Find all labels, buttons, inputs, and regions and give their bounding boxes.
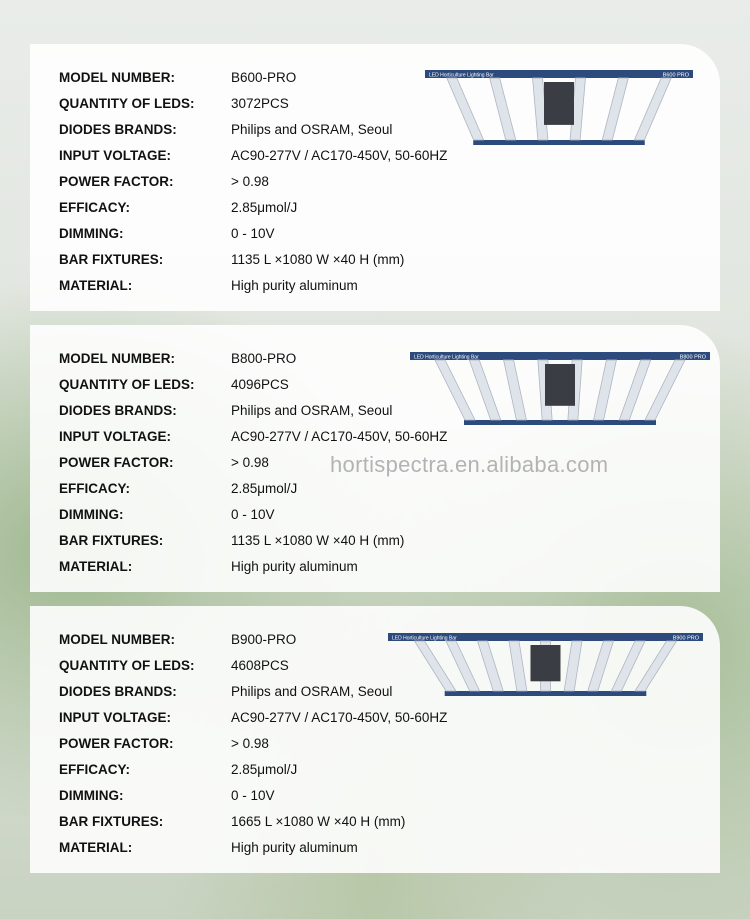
driver-box xyxy=(545,364,575,406)
spec-value: > 0.98 xyxy=(231,736,269,751)
spec-value: 4096PCS xyxy=(231,377,289,392)
bottom-frame xyxy=(464,420,656,425)
led-bar xyxy=(602,78,628,140)
led-bar xyxy=(634,78,671,140)
spec-value: 2.85μmol/J xyxy=(231,762,298,777)
led-bar xyxy=(619,360,650,420)
model-badge: B600 PRO xyxy=(662,72,689,79)
bar-label: LED Horticulture Lighting Bar xyxy=(429,72,494,79)
driver-box xyxy=(544,82,574,125)
spec-label: MATERIAL: xyxy=(59,840,133,855)
spec-label: DIODES BRANDS: xyxy=(59,403,177,418)
spec-label: BAR FIXTURES: xyxy=(59,814,164,829)
model-badge: B900 PRO xyxy=(672,635,699,642)
bar-label: LED Horticulture Lighting Bar xyxy=(392,635,457,642)
spec-label: DIMMING: xyxy=(59,507,124,522)
spec-label: INPUT VOLTAGE: xyxy=(59,710,171,725)
driver-box xyxy=(531,645,561,681)
led-bar xyxy=(588,641,614,691)
spec-label: INPUT VOLTAGE: xyxy=(59,148,171,163)
grow-light-image xyxy=(388,631,703,697)
spec-label: DIMMING: xyxy=(59,788,124,803)
led-bar xyxy=(469,360,500,420)
spec-value: 1135 L ×1080 W ×40 H (mm) xyxy=(231,252,405,267)
bottom-frame xyxy=(473,140,645,145)
spec-value: AC90-277V / AC170-450V, 50-60HZ xyxy=(231,429,448,444)
spec-label: DIMMING: xyxy=(59,226,124,241)
spec-value: 3072PCS xyxy=(231,96,289,111)
watermark: hortispectra.en.alibaba.com xyxy=(330,452,609,477)
grow-light-image xyxy=(410,350,710,426)
spec-value: High purity aluminum xyxy=(231,278,358,293)
spec-label: QUANTITY OF LEDS: xyxy=(59,96,195,111)
spec-value: > 0.98 xyxy=(231,455,269,470)
spec-label: MATERIAL: xyxy=(59,278,133,293)
bottom-frame xyxy=(445,691,647,696)
spec-label: MODEL NUMBER: xyxy=(59,351,175,366)
spec-label: BAR FIXTURES: xyxy=(59,252,164,267)
spec-label: POWER FACTOR: xyxy=(59,455,174,470)
led-bar xyxy=(504,360,527,420)
spec-value: 0 - 10V xyxy=(231,226,275,241)
spec-value: High purity aluminum xyxy=(231,559,358,574)
spec-value: B800-PRO xyxy=(231,351,297,366)
spec-value: 2.85μmol/J xyxy=(231,481,298,496)
spec-value: 4608PCS xyxy=(231,658,289,673)
spec-label: DIODES BRANDS: xyxy=(59,684,177,699)
spec-value: Philips and OSRAM, Seoul xyxy=(231,403,393,418)
led-bar xyxy=(594,360,617,420)
spec-value: AC90-277V / AC170-450V, 50-60HZ xyxy=(231,148,448,163)
spec-label: EFFICACY: xyxy=(59,762,130,777)
spec-label: EFFICACY: xyxy=(59,481,130,496)
spec-label: MODEL NUMBER: xyxy=(59,632,175,647)
spec-label: MATERIAL: xyxy=(59,559,133,574)
spec-value: B600-PRO xyxy=(231,70,297,85)
led-bar xyxy=(435,360,475,420)
spec-value: 2.85μmol/J xyxy=(231,200,298,215)
spec-label: MODEL NUMBER: xyxy=(59,70,175,85)
spec-label: QUANTITY OF LEDS: xyxy=(59,377,195,392)
spec-value: B900-PRO xyxy=(231,632,297,647)
spec-value: AC90-277V / AC170-450V, 50-60HZ xyxy=(231,710,448,725)
led-bar xyxy=(447,78,484,140)
spec-label: POWER FACTOR: xyxy=(59,174,174,189)
spec-label: BAR FIXTURES: xyxy=(59,533,164,548)
spec-value: 0 - 10V xyxy=(231,788,275,803)
led-bar xyxy=(509,641,527,691)
spec-label: DIODES BRANDS: xyxy=(59,122,177,137)
model-badge: B800 PRO xyxy=(679,354,706,361)
spec-label: QUANTITY OF LEDS: xyxy=(59,658,195,673)
spec-value: > 0.98 xyxy=(231,174,269,189)
spec-value: 0 - 10V xyxy=(231,507,275,522)
spec-value: 1135 L ×1080 W ×40 H (mm) xyxy=(231,533,405,548)
led-bar xyxy=(490,78,516,140)
spec-value: 1665 L ×1080 W ×40 H (mm) xyxy=(231,814,406,829)
spec-value: Philips and OSRAM, Seoul xyxy=(231,122,393,137)
spec-label: POWER FACTOR: xyxy=(59,736,174,751)
spec-label: EFFICACY: xyxy=(59,200,130,215)
bar-label: LED Horticulture Lighting Bar xyxy=(414,354,479,361)
led-bar xyxy=(478,641,504,691)
spec-value: Philips and OSRAM, Seoul xyxy=(231,684,393,699)
spec-label: INPUT VOLTAGE: xyxy=(59,429,171,444)
grow-light-image xyxy=(425,68,693,146)
led-bar xyxy=(564,641,582,691)
spec-value: High purity aluminum xyxy=(231,840,358,855)
led-bar xyxy=(645,360,685,420)
